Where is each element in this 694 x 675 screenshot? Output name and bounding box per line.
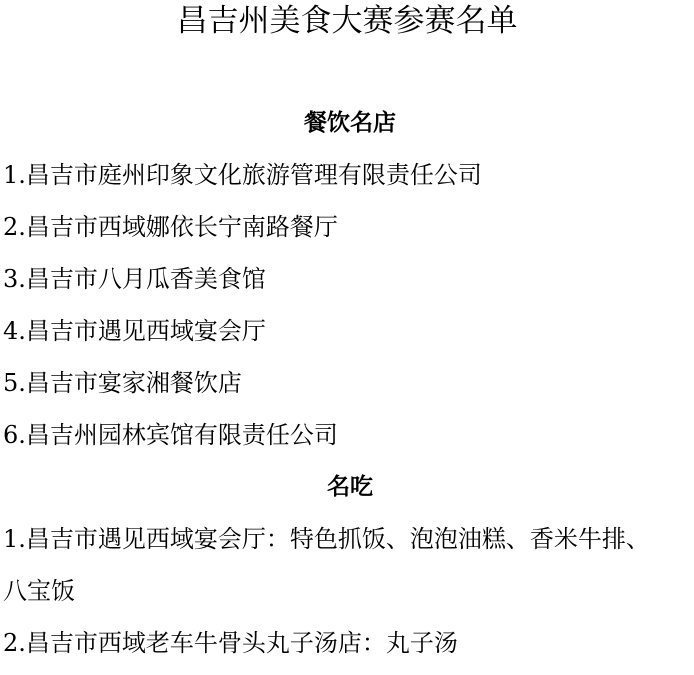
section-heading-snacks: 名吃 — [327, 473, 373, 500]
restaurant-entry-1: 1.昌吉市庭州印象文化旅游管理有限责任公司 — [3, 161, 482, 189]
restaurant-entry-4: 4.昌吉市遇见西域宴会厅 — [3, 317, 266, 345]
restaurant-entry-3: 3.昌吉市八月瓜香美食馆 — [3, 265, 266, 293]
snack-entry-2: 2.昌吉市西域老车牛骨头丸子汤店：丸子汤 — [3, 629, 458, 657]
snack-entry-1: 1.昌吉市遇见西域宴会厅：特色抓饭、泡泡油糕、香米牛排、 — [3, 525, 650, 553]
snack-entry-1-continued: 八宝饭 — [3, 577, 75, 605]
section-heading-restaurants: 餐饮名店 — [304, 109, 396, 136]
restaurant-entry-6: 6.昌吉州园林宾馆有限责任公司 — [3, 421, 338, 449]
restaurant-entry-5: 5.昌吉市宴家湘餐饮店 — [3, 369, 242, 397]
restaurant-entry-2: 2.昌吉市西域娜依长宁南路餐厅 — [3, 213, 338, 241]
document-title: 昌吉州美食大赛参赛名单 — [176, 3, 518, 39]
